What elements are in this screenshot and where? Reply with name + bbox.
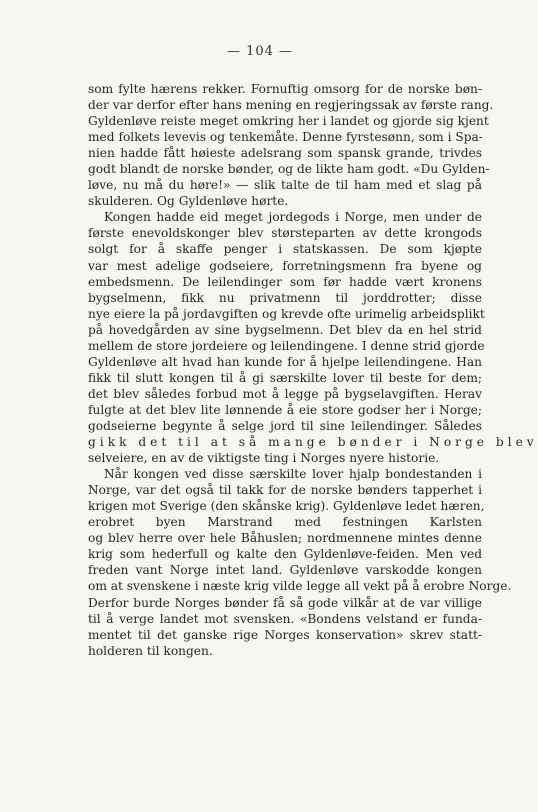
- text-line: det blev således forbud mot å legge på bygselavgiften. Herav: [88, 386, 482, 401]
- paragraph: [88, 466, 512, 659]
- text-line: på hovedgården av sine bygselmenn. Det blev da en hel strid: [88, 322, 482, 337]
- text-line: krig som hederfull og kalte den Gyldenløve-feiden. Men ved: [88, 547, 482, 562]
- text-line: med folkets levevis og tenkemåte. Denne fyrstesønn, som i Spa-: [88, 130, 483, 145]
- text-line: embedsmenn. De leilendinger som før hadde vært kronens: [88, 274, 482, 289]
- text-line: til å verge landet mot svensken. «Bondens velstand er funda-: [88, 611, 482, 626]
- text-line: Derfor burde Norges bønder få så gode vilkår at de var villige: [88, 595, 482, 610]
- text-line: erobret byen Marstrand med festningen Karlsten: [88, 515, 482, 530]
- text-line: og blev herre over hele Båhuslen; nordmennene mintes denne: [88, 531, 482, 546]
- text-line: fikk til slutt kongen til å gi særskilte lover til beste for dem;: [88, 370, 482, 385]
- text-line: om at svenskene i næste krig vilde legge all vekt på å erobre Norge.: [88, 579, 512, 594]
- text-line: mentet til det ganske rige Norges konservation» skrev statt-: [88, 627, 482, 642]
- text-line: mellem de store jordeiere og leilendingene. I denne strid gjorde: [88, 338, 485, 353]
- text-line: nye eiere la på jordavgiften og krevde ofte urimelig arbeidsplikt: [88, 306, 485, 321]
- text-line: godseierne begynte å selge jord til sine leilendinger. Således: [88, 418, 482, 433]
- body-text: [88, 81, 538, 659]
- text-line: Kongen hadde eid meget jordegods i Norge, men under de: [104, 210, 482, 225]
- page-number: — 104 —: [226, 44, 294, 59]
- text-line: selveiere, en av de viktigste ting i Norges nyere historie.: [88, 451, 440, 466]
- paragraph: [88, 209, 538, 466]
- text-line: bygselmenn, fikk nu privatmenn til jorddrotter; disse: [88, 290, 482, 305]
- text-line: godt blandt de norske bønder, og de likte ham godt. «Du Gylden-: [88, 162, 490, 177]
- text-line: solgt for å skaffe penger i statskassen. De som kjøpte: [88, 242, 482, 257]
- paragraph: [88, 81, 494, 209]
- text-line: var mest adelige godseiere, forretningsmenn fra byene og: [88, 258, 482, 273]
- text-line: Gyldenløve reiste meget omkring her i landet og gjorde sig kjent: [88, 114, 489, 129]
- text-line: som fylte hærens rekker. Fornuftig omsorg for de norske bøn-: [88, 82, 482, 96]
- text-line: nien hadde fått høieste adelsrang som spansk grande, trivdes: [88, 146, 482, 161]
- text-line: gikk det til at så mange bønder i Norge blev: [88, 435, 538, 450]
- text-line: skulderen. Og Gyldenløve hørte.: [88, 194, 289, 209]
- text-line: Når kongen ved disse særskilte lover hjalp bondestanden i: [104, 467, 482, 482]
- text-line: freden vant Norge intet land. Gyldenløve varskodde kongen: [88, 563, 482, 578]
- text-line: fulgte at det blev lite lønnende å eie store godser her i Norge;: [88, 402, 482, 417]
- text-line: der var derfor efter hans mening en regjeringssak av første rang.: [88, 98, 494, 113]
- text-line: Gyldenløve alt hvad han kunde for å hjelpe leilendingene. Han: [88, 354, 482, 369]
- text-line: løve, nu må du høre!» — slik talte de til ham med et slag på: [88, 178, 482, 193]
- text-line: Norge, var det også til takk for de norske bønders tapperhet i: [88, 483, 482, 498]
- text-line: krigen mot Sverige (den skånske krig). Gyldenløve ledet hæren,: [88, 499, 485, 514]
- text-line: første enevoldskonger blev størsteparten av dette krongods: [88, 226, 482, 241]
- text-line: holderen til kongen.: [88, 643, 213, 658]
